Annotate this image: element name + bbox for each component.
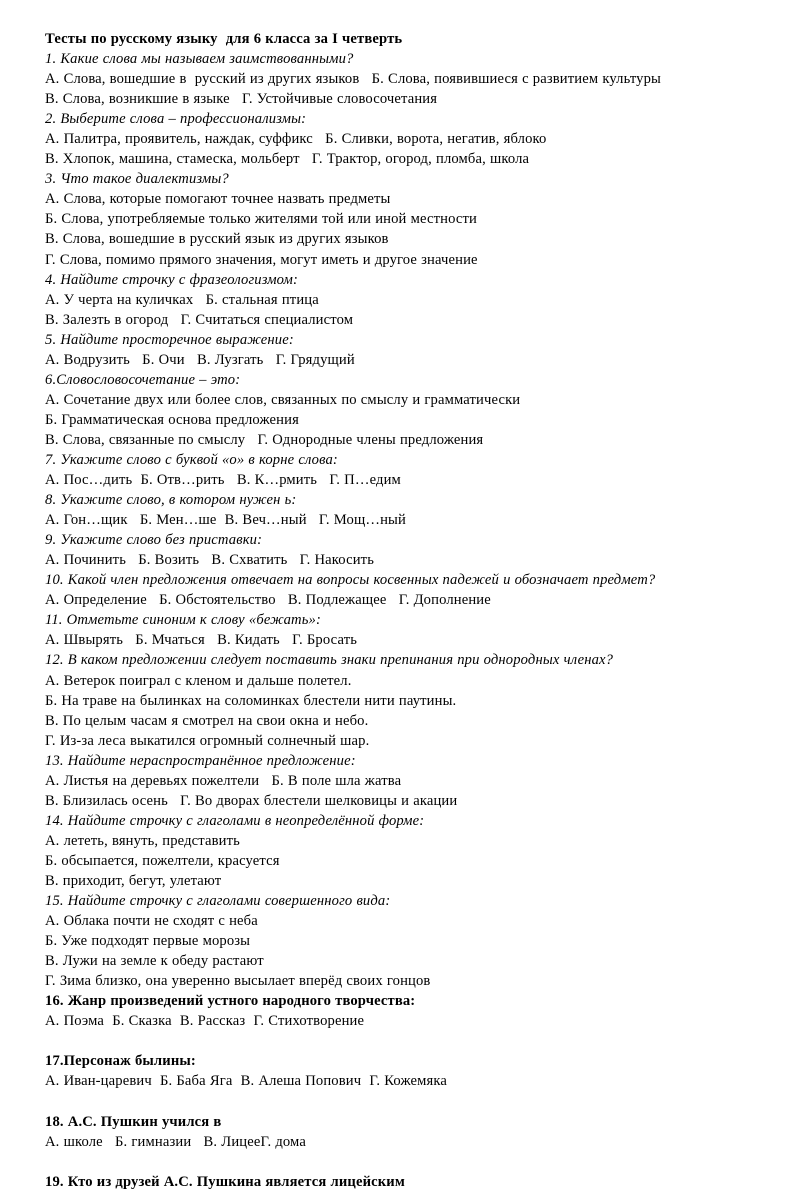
question-12-option-g: Г. Из-за леса выкатился огромный солнечный шар. [45,732,370,749]
question-5: 5. Найдите просторечное выражение: [45,331,294,348]
question-10-options: А. Определение Б. Обстоятельство В. Подлежащее Г. Дополнение [45,592,491,609]
document-title: Тесты по русскому языку для 6 класса за I четверть [45,31,403,47]
question-6-options-row-3: В. Слова, связанные по смыслу Г. Однородные члены предложения [45,431,484,448]
spacer-1 [45,1031,782,1051]
question-15: 15. Найдите строчку с глаголами совершенного вида: [45,893,391,910]
question-15-option-v: В. Лужи на земле к обеду растают [45,953,264,970]
question-8: 8. Укажите слово, в котором нужен ь: [45,492,297,509]
spacer-3 [45,1152,782,1172]
question-1: 1. Какие слова мы называем заимствованными? [45,51,354,68]
question-14-option-b: Б. обсыпается, пожелтели, красуется [45,852,280,869]
question-7: 7. Укажите слово с буквой «о» в корне слова: [45,451,338,468]
question-17-options: А. Иван-царевич Б. Баба Яга В. Алеша Попович Г. Кожемяка [45,1073,447,1090]
question-3-option-g: Г. Слова, помимо прямого значения, могут иметь и другое значение [45,251,478,268]
question-11: 11. Отметьте синоним к слову «бежать»: [45,612,321,629]
question-5-options: А. Водрузить Б. Очи В. Лузгать Г. Грядущий [45,351,355,368]
question-12-option-v: В. По целым часам я смотрел на свои окна и небо. [45,712,369,729]
question-15-option-g: Г. Зима близко, она уверенно высылает вперёд своих гонцов [45,973,431,990]
question-6-option-b: Б. Грамматическая основа предложения [45,411,299,428]
question-14: 14. Найдите строчку с глаголами в неопределённой форме: [45,812,425,829]
question-12-option-b: Б. На траве на былинках на соломинках блестели нити паутины. [45,692,457,709]
question-15-option-b: Б. Уже подходят первые морозы [45,933,251,950]
question-19: 19. Кто из друзей А.С. Пушкина является лицейским [45,1173,405,1190]
question-3-option-b: Б. Слова, употребляемые только жителями той или иной местности [45,211,477,228]
question-1-options-row-1: А. Слова, вошедшие в русский из других языков Б. Слова, появившиеся с развитием культуры [45,71,661,88]
question-2: 2. Выберите слова – профессионализмы: [45,111,307,128]
spacer-2 [45,1091,782,1111]
question-12: 12. В каком предложении следует поставить знаки препинания при однородных членах? [45,652,614,669]
question-2-options-row-2: В. Хлопок, машина, стамеска, мольберт Г. Трактор, огород, пломба, школа [45,151,530,168]
question-18-options: А. школе Б. гимназии В. ЛицееГ. дома [45,1133,306,1150]
question-14-option-a: А. лететь, вянуть, представить [45,832,240,849]
question-16: 16. Жанр произведений устного народного творчества: [45,993,416,1010]
question-10: 10. Какой член предложения отвечает на вопросы косвенных падежей и обозначает предмет? [45,572,656,589]
question-13: 13. Найдите нераспространённое предложение: [45,752,356,769]
question-3-option-a: А. Слова, которые помогают точнее назвать предметы [45,191,391,208]
question-4-options-row-1: А. У черта на куличках Б. стальная птица [45,291,319,308]
question-14-option-v: В. приходит, бегут, улетают [45,872,222,889]
question-11-options: А. Швырять Б. Мчаться В. Кидать Г. Бросать [45,632,358,649]
question-8-options: А. Гон…щик Б. Мен…ше В. Веч…ный Г. Мощ…ный [45,512,406,529]
question-9: 9. Укажите слово без приставки: [45,532,263,549]
question-1-options-row-2: В. Слова, возникшие в языке Г. Устойчивые словосочетания [45,91,438,108]
question-6: 6.Словословосочетание – это: [45,371,241,388]
document-body [45,29,782,1192]
question-18: 18. А.С. Пушкин учился в [45,1113,222,1130]
question-16-options: А. Поэма Б. Сказка В. Рассказ Г. Стихотворение [45,1013,365,1030]
question-2-options-row-1: А. Палитра, проявитель, наждак, суффикс Б. Сливки, ворота, негатив, яблоко [45,131,547,148]
question-6-option-a: А. Сочетание двух или более слов, связанных по смыслу и грамматически [45,391,521,408]
question-17: 17.Персонаж былины: [45,1053,196,1070]
question-13-options-row-2: В. Близилась осень Г. Во дворах блестели шелковицы и акации [45,792,458,809]
question-12-option-a: А. Ветерок поиграл с кленом и дальше полетел. [45,672,352,689]
question-3: 3. Что такое диалектизмы? [45,171,229,188]
question-4: 4. Найдите строчку с фразеологизмом: [45,271,299,288]
question-4-options-row-2: В. Залезть в огород Г. Считаться специалистом [45,311,354,328]
question-7-options: А. Пос…дить Б. Отв…рить В. К…рмить Г. П…едим [45,472,401,489]
question-13-options-row-1: А. Листья на деревьях пожелтели Б. В поле шла жатва [45,772,402,789]
question-15-option-a: А. Облака почти не сходят с неба [45,913,258,930]
question-9-options: А. Починить Б. Возить В. Схватить Г. Накосить [45,552,375,569]
question-3-option-v: В. Слова, вошедшие в русский язык из других языков [45,231,389,248]
